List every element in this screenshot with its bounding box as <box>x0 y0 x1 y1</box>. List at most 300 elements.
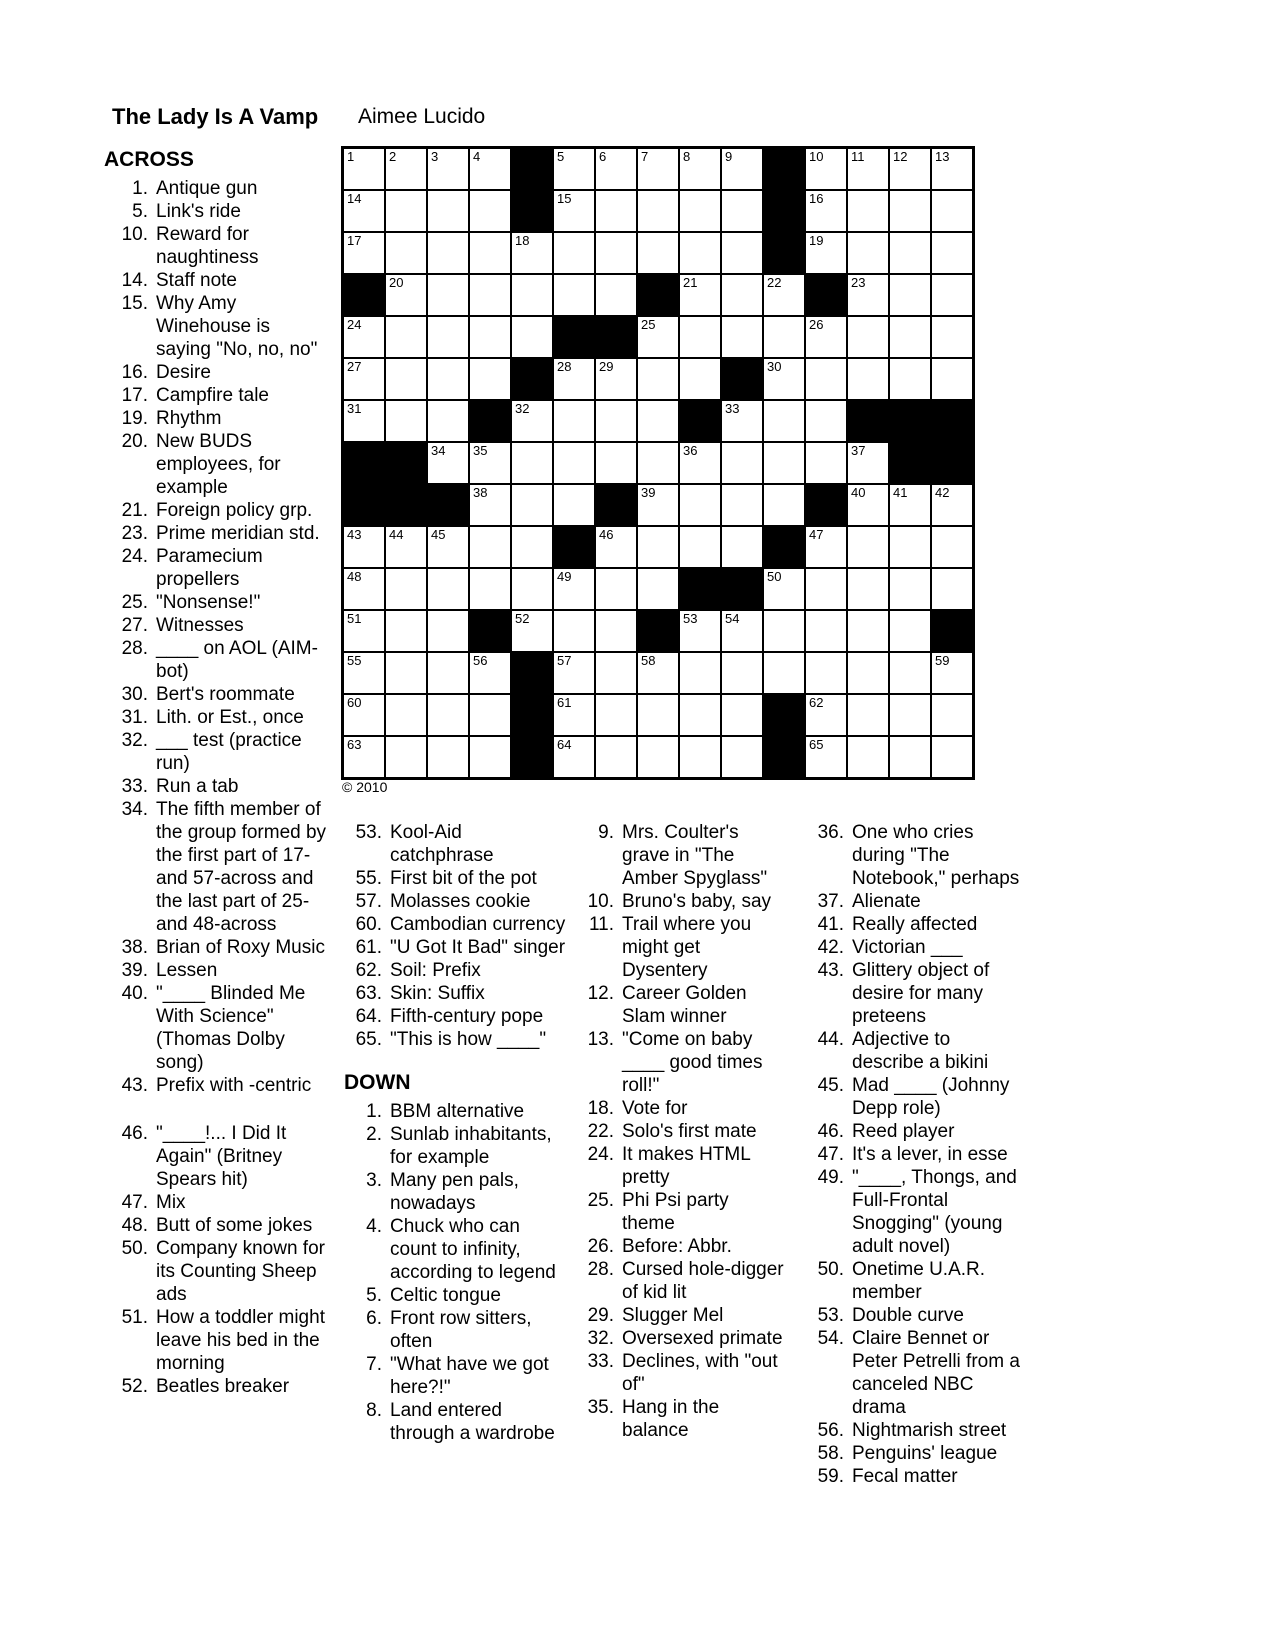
grid-cell-r13c10[interactable] <box>721 652 763 694</box>
grid-cell-r1c7[interactable] <box>595 148 637 190</box>
grid-cell-r14c9[interactable] <box>679 694 721 736</box>
grid-cell-r6c13[interactable] <box>847 358 889 400</box>
clue-text: Brian of Roxy Music <box>156 937 325 958</box>
clue-text: Run a tab <box>156 776 239 797</box>
grid-cell-r4c11[interactable] <box>763 274 805 316</box>
grid-cell-r4c3[interactable] <box>427 274 469 316</box>
grid-cell-r2c1[interactable] <box>343 190 385 232</box>
clue-number: 34. <box>121 799 148 820</box>
grid-cell-r6c15[interactable] <box>931 358 973 400</box>
clue-text: New BUDS employees, for example <box>156 431 281 498</box>
black-square <box>553 526 595 568</box>
grid-cell-r13c13[interactable] <box>847 652 889 694</box>
grid-cell-r12c12[interactable] <box>805 610 847 652</box>
grid-cell-r11c15[interactable] <box>931 568 973 610</box>
grid-cell-r7c3[interactable] <box>427 400 469 442</box>
grid-cell-r13c4[interactable] <box>469 652 511 694</box>
clue-number: 32. <box>121 730 148 751</box>
grid-cell-r8c4[interactable] <box>469 442 511 484</box>
clue-text: ___ test (practice run) <box>156 730 302 774</box>
grid-cell-r9c9[interactable] <box>679 484 721 526</box>
down-header: DOWN <box>344 1071 411 1094</box>
grid-cell-r7c5[interactable] <box>511 400 553 442</box>
grid-cell-r15c8[interactable] <box>637 736 679 778</box>
grid-cell-r8c3[interactable] <box>427 442 469 484</box>
grid-cell-r15c9[interactable] <box>679 736 721 778</box>
grid-cell-r2c8[interactable] <box>637 190 679 232</box>
grid-cell-r6c4[interactable] <box>469 358 511 400</box>
grid-cell-r13c1[interactable] <box>343 652 385 694</box>
clue-number: 1. <box>366 1101 382 1122</box>
grid-cell-r3c1[interactable] <box>343 232 385 274</box>
clue-down-6 <box>344 1307 568 1353</box>
clue-text: Phi Psi party theme <box>622 1190 729 1234</box>
clue-text: "This is how ____" <box>390 1029 547 1050</box>
crossword-grid <box>341 146 975 780</box>
clue-number: 8. <box>366 1400 382 1421</box>
clue-down-43 <box>808 959 1022 1028</box>
clue-across-47 <box>104 1191 328 1214</box>
grid-cell-r6c14[interactable] <box>889 358 931 400</box>
black-square <box>511 652 553 694</box>
clue-text: Chuck who can count to infinity, according to legend <box>390 1216 556 1283</box>
clue-text: Company known for its Counting Sheep ads <box>156 1238 325 1305</box>
grid-cell-r15c1[interactable] <box>343 736 385 778</box>
grid-cell-r10c14[interactable] <box>889 526 931 568</box>
clue-number: 22. <box>587 1121 614 1142</box>
grid-cell-r11c14[interactable] <box>889 568 931 610</box>
cell-number: 60 <box>347 695 362 710</box>
grid-cell-r10c1[interactable] <box>343 526 385 568</box>
grid-cell-r15c6[interactable] <box>553 736 595 778</box>
grid-cell-r4c6[interactable] <box>553 274 595 316</box>
grid-cell-r6c2[interactable] <box>385 358 427 400</box>
grid-cell-r3c4[interactable] <box>469 232 511 274</box>
grid-cell-r2c10[interactable] <box>721 190 763 232</box>
grid-cell-r10c12[interactable] <box>805 526 847 568</box>
grid-cell-r4c2[interactable] <box>385 274 427 316</box>
grid-cell-r1c14[interactable] <box>889 148 931 190</box>
cell-number: 6 <box>599 149 607 164</box>
clue-across-28 <box>104 637 328 683</box>
grid-cell-r11c12[interactable] <box>805 568 847 610</box>
grid-cell-r8c6[interactable] <box>553 442 595 484</box>
grid-cell-r13c8[interactable] <box>637 652 679 694</box>
grid-cell-r14c3[interactable] <box>427 694 469 736</box>
grid-cell-r12c13[interactable] <box>847 610 889 652</box>
grid-cell-r8c7[interactable] <box>595 442 637 484</box>
grid-cell-r1c9[interactable] <box>679 148 721 190</box>
grid-cell-r6c1[interactable] <box>343 358 385 400</box>
grid-cell-r9c6[interactable] <box>553 484 595 526</box>
black-square <box>763 148 805 190</box>
clue-down-1 <box>344 1100 568 1123</box>
clue-number: 43. <box>817 960 844 981</box>
black-square <box>721 568 763 610</box>
grid-cell-r10c8[interactable] <box>637 526 679 568</box>
grid-cell-r5c10[interactable] <box>721 316 763 358</box>
clue-text: Bert's roommate <box>156 684 295 705</box>
grid-cell-r15c12[interactable] <box>805 736 847 778</box>
grid-cell-r10c9[interactable] <box>679 526 721 568</box>
grid-cell-r10c4[interactable] <box>469 526 511 568</box>
cell-number: 53 <box>683 611 698 626</box>
grid-cell-r11c4[interactable] <box>469 568 511 610</box>
grid-cell-r1c10[interactable] <box>721 148 763 190</box>
grid-cell-r5c1[interactable] <box>343 316 385 358</box>
clue-down-2 <box>344 1123 568 1169</box>
grid-cell-r13c2[interactable] <box>385 652 427 694</box>
clue-text: Campfire tale <box>156 385 269 406</box>
clue-text: "____ Blinded Me With Science" (Thomas Dolby song) <box>156 983 306 1073</box>
down-clues-list-2 <box>578 821 785 1442</box>
grid-cell-r11c11[interactable] <box>763 568 805 610</box>
grid-cell-r8c10[interactable] <box>721 442 763 484</box>
grid-cell-r8c8[interactable] <box>637 442 679 484</box>
grid-cell-r14c2[interactable] <box>385 694 427 736</box>
grid-cell-r10c7[interactable] <box>595 526 637 568</box>
clue-number: 25. <box>587 1190 614 1211</box>
grid-cell-r13c15[interactable] <box>931 652 973 694</box>
clue-text: Butt of some jokes <box>156 1215 313 1236</box>
cell-number: 44 <box>389 527 404 542</box>
grid-cell-r5c14[interactable] <box>889 316 931 358</box>
grid-cell-r9c10[interactable] <box>721 484 763 526</box>
cell-number: 50 <box>767 569 782 584</box>
grid-cell-r9c13[interactable] <box>847 484 889 526</box>
grid-cell-r2c2[interactable] <box>385 190 427 232</box>
cell-number: 40 <box>851 485 866 500</box>
clue-text: ____ on AOL (AIM-bot) <box>156 638 318 682</box>
grid-cell-r10c2[interactable] <box>385 526 427 568</box>
cell-number: 24 <box>347 317 362 332</box>
grid-cell-r14c15[interactable] <box>931 694 973 736</box>
clue-down-44 <box>808 1028 1022 1074</box>
grid-cell-r3c12[interactable] <box>805 232 847 274</box>
grid-cell-r15c7[interactable] <box>595 736 637 778</box>
black-square <box>679 400 721 442</box>
clue-text: Skin: Suffix <box>390 983 485 1004</box>
grid-cell-r1c6[interactable] <box>553 148 595 190</box>
grid-cell-r12c7[interactable] <box>595 610 637 652</box>
grid-cell-r7c8[interactable] <box>637 400 679 442</box>
grid-cell-r5c4[interactable] <box>469 316 511 358</box>
clue-down-47 <box>808 1143 1022 1166</box>
clue-text: Onetime U.A.R. member <box>852 1259 986 1303</box>
grid-cell-r15c10[interactable] <box>721 736 763 778</box>
grid-cell-r5c13[interactable] <box>847 316 889 358</box>
grid-cell-r2c14[interactable] <box>889 190 931 232</box>
grid-cell-r3c10[interactable] <box>721 232 763 274</box>
grid-cell-r11c2[interactable] <box>385 568 427 610</box>
grid-cell-r3c7[interactable] <box>595 232 637 274</box>
grid-cell-r10c13[interactable] <box>847 526 889 568</box>
grid-cell-r3c13[interactable] <box>847 232 889 274</box>
grid-cell-r5c12[interactable] <box>805 316 847 358</box>
puzzle-title: The Lady Is A Vamp <box>112 104 319 129</box>
grid-cell-r14c6[interactable] <box>553 694 595 736</box>
cell-number: 23 <box>851 275 866 290</box>
grid-cell-r2c7[interactable] <box>595 190 637 232</box>
clue-number: 42. <box>817 937 844 958</box>
grid-cell-r12c14[interactable] <box>889 610 931 652</box>
grid-cell-r3c14[interactable] <box>889 232 931 274</box>
grid-cell-r11c3[interactable] <box>427 568 469 610</box>
grid-cell-r12c5[interactable] <box>511 610 553 652</box>
grid-cell-r11c13[interactable] <box>847 568 889 610</box>
grid-cell-r15c3[interactable] <box>427 736 469 778</box>
grid-cell-r10c3[interactable] <box>427 526 469 568</box>
clue-text: Adjective to describe a bikini <box>852 1029 989 1073</box>
grid-cell-r13c3[interactable] <box>427 652 469 694</box>
cell-number: 39 <box>641 485 656 500</box>
grid-cell-r6c11[interactable] <box>763 358 805 400</box>
clue-number: 54. <box>817 1328 844 1349</box>
grid-cell-r2c15[interactable] <box>931 190 973 232</box>
clue-down-58 <box>808 1442 1022 1465</box>
grid-cell-r8c13[interactable] <box>847 442 889 484</box>
grid-cell-r8c9[interactable] <box>679 442 721 484</box>
grid-cell-r14c7[interactable] <box>595 694 637 736</box>
grid-cell-r10c15[interactable] <box>931 526 973 568</box>
grid-cell-r13c9[interactable] <box>679 652 721 694</box>
clue-text: Reed player <box>852 1121 955 1142</box>
clue-text: Before: Abbr. <box>622 1236 732 1257</box>
grid-cell-r8c11[interactable] <box>763 442 805 484</box>
grid-cell-r4c13[interactable] <box>847 274 889 316</box>
black-square <box>931 610 973 652</box>
clue-number: 48. <box>121 1215 148 1236</box>
grid-cell-r12c10[interactable] <box>721 610 763 652</box>
grid-cell-r5c5[interactable] <box>511 316 553 358</box>
grid-cell-r15c2[interactable] <box>385 736 427 778</box>
grid-cell-r8c5[interactable] <box>511 442 553 484</box>
grid-cell-r4c15[interactable] <box>931 274 973 316</box>
clue-number: 6. <box>366 1308 382 1329</box>
clue-text: Trail where you might get Dysentery <box>622 914 752 981</box>
grid-cell-r1c3[interactable] <box>427 148 469 190</box>
grid-cell-r15c4[interactable] <box>469 736 511 778</box>
grid-cell-r4c5[interactable] <box>511 274 553 316</box>
grid-cell-r2c3[interactable] <box>427 190 469 232</box>
clue-text: Foreign policy grp. <box>156 500 313 521</box>
clue-across-38 <box>104 936 328 959</box>
grid-cell-r1c15[interactable] <box>931 148 973 190</box>
cell-number: 19 <box>809 233 824 248</box>
grid-cell-r4c10[interactable] <box>721 274 763 316</box>
grid-cell-r9c4[interactable] <box>469 484 511 526</box>
grid-cell-r11c1[interactable] <box>343 568 385 610</box>
grid-cell-r11c5[interactable] <box>511 568 553 610</box>
cell-number: 62 <box>809 695 824 710</box>
grid-cell-r12c6[interactable] <box>553 610 595 652</box>
grid-cell-r5c11[interactable] <box>763 316 805 358</box>
grid-cell-r11c6[interactable] <box>553 568 595 610</box>
grid-cell-r9c8[interactable] <box>637 484 679 526</box>
grid-cell-r1c12[interactable] <box>805 148 847 190</box>
clue-down-45 <box>808 1074 1022 1120</box>
clue-number: 50. <box>121 1238 148 1259</box>
grid-cell-r11c8[interactable] <box>637 568 679 610</box>
cell-number: 48 <box>347 569 362 584</box>
puzzle-author: Aimee Lucido <box>358 105 486 128</box>
grid-cell-r1c2[interactable] <box>385 148 427 190</box>
grid-cell-r2c4[interactable] <box>469 190 511 232</box>
grid-cell-r12c3[interactable] <box>427 610 469 652</box>
grid-cell-r12c1[interactable] <box>343 610 385 652</box>
grid-cell-r15c15[interactable] <box>931 736 973 778</box>
grid-cell-r4c14[interactable] <box>889 274 931 316</box>
grid-cell-r10c10[interactable] <box>721 526 763 568</box>
grid-cell-r3c8[interactable] <box>637 232 679 274</box>
cell-number: 16 <box>809 191 824 206</box>
clue-number: 21. <box>121 500 148 521</box>
grid-cell-r1c4[interactable] <box>469 148 511 190</box>
clue-across-64 <box>344 1005 568 1028</box>
clue-number: 9. <box>598 822 614 843</box>
cell-number: 20 <box>389 275 404 290</box>
grid-cell-r2c13[interactable] <box>847 190 889 232</box>
cell-number: 49 <box>557 569 572 584</box>
clue-number: 16. <box>121 362 148 383</box>
clue-number: 27. <box>121 615 148 636</box>
grid-cell-r3c15[interactable] <box>931 232 973 274</box>
clue-text: Mrs. Coulter's grave in "The Amber Spyglass" <box>622 822 768 889</box>
grid-cell-r11c7[interactable] <box>595 568 637 610</box>
grid-cell-r13c14[interactable] <box>889 652 931 694</box>
grid-cell-r7c10[interactable] <box>721 400 763 442</box>
grid-cell-r7c12[interactable] <box>805 400 847 442</box>
grid-cell-r14c4[interactable] <box>469 694 511 736</box>
grid-cell-r9c14[interactable] <box>889 484 931 526</box>
grid-cell-r12c2[interactable] <box>385 610 427 652</box>
grid-cell-r13c12[interactable] <box>805 652 847 694</box>
clue-number: 7. <box>366 1354 382 1375</box>
grid-cell-r7c7[interactable] <box>595 400 637 442</box>
black-square <box>553 316 595 358</box>
grid-cell-r14c14[interactable] <box>889 694 931 736</box>
grid-cell-r14c13[interactable] <box>847 694 889 736</box>
grid-cell-r5c9[interactable] <box>679 316 721 358</box>
grid-cell-r7c1[interactable] <box>343 400 385 442</box>
clue-text: Reward for naughtiness <box>156 224 259 268</box>
grid-cell-r15c14[interactable] <box>889 736 931 778</box>
grid-cell-r12c11[interactable] <box>763 610 805 652</box>
clue-text: Prime meridian std. <box>156 523 320 544</box>
clue-text: Lith. or Est., once <box>156 707 304 728</box>
grid-cell-r2c6[interactable] <box>553 190 595 232</box>
grid-cell-r2c12[interactable] <box>805 190 847 232</box>
cell-number: 8 <box>683 149 691 164</box>
grid-cell-r6c12[interactable] <box>805 358 847 400</box>
grid-cell-r6c6[interactable] <box>553 358 595 400</box>
grid-cell-r2c9[interactable] <box>679 190 721 232</box>
grid-cell-r5c2[interactable] <box>385 316 427 358</box>
grid-cell-r7c2[interactable] <box>385 400 427 442</box>
grid-cell-r5c15[interactable] <box>931 316 973 358</box>
grid-cell-r13c7[interactable] <box>595 652 637 694</box>
grid-cell-r1c8[interactable] <box>637 148 679 190</box>
grid-cell-r3c5[interactable] <box>511 232 553 274</box>
grid-cell-r13c11[interactable] <box>763 652 805 694</box>
clue-across-57 <box>344 890 568 913</box>
clue-number: 62. <box>355 960 382 981</box>
clue-text: Really affected <box>852 914 978 935</box>
grid-cell-r15c13[interactable] <box>847 736 889 778</box>
black-square <box>469 610 511 652</box>
cell-number: 42 <box>935 485 950 500</box>
clue-text: "Nonsense!" <box>156 592 261 613</box>
clue-text: Staff note <box>156 270 237 291</box>
clue-down-8 <box>344 1399 568 1445</box>
grid-cell-r3c3[interactable] <box>427 232 469 274</box>
black-square <box>637 610 679 652</box>
black-square <box>637 274 679 316</box>
black-square <box>889 400 931 442</box>
grid-cell-r6c3[interactable] <box>427 358 469 400</box>
grid-cell-r3c9[interactable] <box>679 232 721 274</box>
cell-number: 33 <box>725 401 740 416</box>
grid-cell-r1c1[interactable] <box>343 148 385 190</box>
grid-cell-r5c8[interactable] <box>637 316 679 358</box>
grid-cell-r3c6[interactable] <box>553 232 595 274</box>
grid-cell-r8c12[interactable] <box>805 442 847 484</box>
clue-number: 40. <box>121 983 148 1004</box>
grid-cell-r4c4[interactable] <box>469 274 511 316</box>
clue-text: "____, Thongs, and Full-Frontal Snogging" (young adult novel) <box>852 1167 1017 1257</box>
grid-cell-r7c6[interactable] <box>553 400 595 442</box>
clue-across-52 <box>104 1375 328 1398</box>
clue-number: 35. <box>587 1397 614 1418</box>
grid-cell-r6c7[interactable] <box>595 358 637 400</box>
grid-cell-r14c12[interactable] <box>805 694 847 736</box>
black-square <box>427 484 469 526</box>
cell-number: 34 <box>431 443 446 458</box>
clue-down-46 <box>808 1120 1022 1143</box>
clue-down-41 <box>808 913 1022 936</box>
grid-cell-r14c10[interactable] <box>721 694 763 736</box>
grid-cell-r9c11[interactable] <box>763 484 805 526</box>
cell-number: 57 <box>557 653 572 668</box>
clue-text: Glittery object of desire for many preteens <box>852 960 990 1027</box>
cell-number: 13 <box>935 149 950 164</box>
grid-cell-r14c1[interactable] <box>343 694 385 736</box>
grid-cell-r6c8[interactable] <box>637 358 679 400</box>
across-clues-list-2 <box>344 821 568 1051</box>
grid-cell-r4c7[interactable] <box>595 274 637 316</box>
clue-text: Claire Bennet or Peter Petrelli from a canceled NBC drama <box>852 1328 1020 1418</box>
grid-cell-r10c5[interactable] <box>511 526 553 568</box>
grid-cell-r7c11[interactable] <box>763 400 805 442</box>
grid-cell-r9c15[interactable] <box>931 484 973 526</box>
grid-cell-r12c9[interactable] <box>679 610 721 652</box>
clue-number: 28. <box>121 638 148 659</box>
grid-cell-r5c3[interactable] <box>427 316 469 358</box>
grid-cell-r4c9[interactable] <box>679 274 721 316</box>
grid-cell-r3c2[interactable] <box>385 232 427 274</box>
cell-number: 1 <box>347 149 355 164</box>
clue-text: Career Golden Slam winner <box>622 983 747 1027</box>
grid-cell-r1c13[interactable] <box>847 148 889 190</box>
grid-cell-r13c6[interactable] <box>553 652 595 694</box>
cell-number: 52 <box>515 611 530 626</box>
clue-text: Desire <box>156 362 211 383</box>
grid-cell-r14c8[interactable] <box>637 694 679 736</box>
clue-text: Declines, with "out of" <box>622 1351 778 1395</box>
grid-cell-r6c9[interactable] <box>679 358 721 400</box>
black-square <box>931 442 973 484</box>
grid-cell-r9c5[interactable] <box>511 484 553 526</box>
